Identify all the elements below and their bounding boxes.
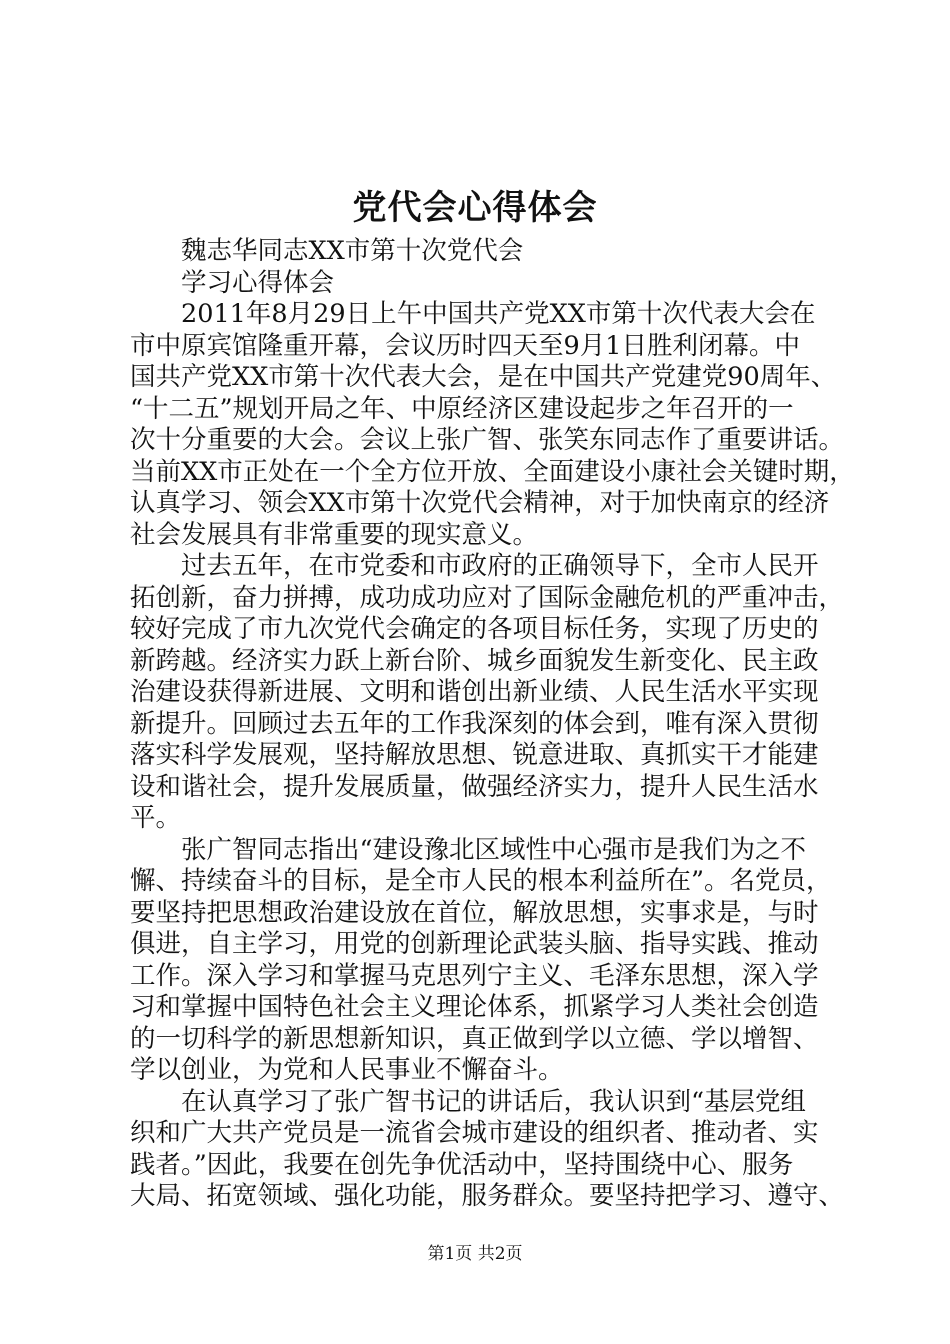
text-line: 在认真学习了张广智书记的讲话后，我认识到“基层党组	[181, 1086, 807, 1117]
text-line: 要坚持把思想政治建设放在首位，解放思想，实事求是，与时	[130, 897, 819, 928]
text-line: 张广智同志指出“建设豫北区域性中心强市是我们为之不	[181, 834, 807, 865]
text-line: 国共产党XX市第十次代表大会，是在中国共产党建党90周年、	[130, 362, 837, 392]
text-line: 学习心得体会	[181, 267, 335, 298]
text-line: 拓创新，奋力拼搏，成功成功应对了国际金融危机的严重冲击，	[130, 582, 845, 613]
text-line: 认真学习、领会XX市第十次党代会精神，对于加快南京的经济	[130, 488, 830, 518]
text-line: 懈、持续奋斗的目标，是全市人民的根本利益所在”。名党员，	[130, 866, 832, 896]
text-line: 平。	[130, 803, 182, 833]
document-title: 党代会心得体会	[352, 188, 598, 228]
text-line: “十二五”规划开局之年、中原经济区建设起步之年召开的一	[130, 393, 794, 424]
text-line: 新提升。回顾过去五年的工作我深刻的体会到，唯有深入贯彻	[130, 708, 819, 739]
text-line: 大局、拓宽领域、强化功能，服务群众。要坚持把学习、遵守、	[130, 1181, 845, 1211]
document-body	[130, 236, 855, 1213]
text-line: 落实科学发展观，坚持解放思想、锐意进取、真抓实干才能建	[130, 740, 819, 770]
text-line: 当前XX市正处在一个全方位开放、全面建设小康社会关键时期，	[130, 456, 855, 487]
text-line: 过去五年，在市党委和市政府的正确领导下，全市人民开	[181, 551, 819, 581]
text-line: 习和掌握中国特色社会主义理论体系，抓紧学习人类社会创造	[130, 992, 819, 1022]
text-line: 魏志华同志XX市第十次党代会	[181, 236, 524, 266]
text-line: 市中原宾馆隆重开幕，会议历时四天至9月1日胜利闭幕。中	[130, 330, 800, 361]
page-footer: 第1页 共2页	[427, 1244, 523, 1264]
text-line: 的一切科学的新思想新知识，真正做到学以立德、学以增智、	[130, 1023, 819, 1054]
text-line: 2011年8月29日上午中国共产党XX市第十次代表大会在	[181, 299, 816, 329]
text-line: 学以创业，为党和人民事业不懈奋斗。	[130, 1055, 564, 1085]
text-line: 次十分重要的大会。会议上张广智、张笑东同志作了重要讲话。	[130, 425, 845, 455]
text-line: 工作。深入学习和掌握马克思列宁主义、毛泽东思想，深入学	[130, 960, 819, 991]
text-line: 社会发展具有非常重要的现实意义。	[130, 519, 539, 550]
text-line: 践者。”因此，我要在创先争优活动中，坚持围绕中心、服务	[130, 1149, 794, 1180]
text-line: 较好完成了市九次党代会确定的各项目标任务，实现了历史的	[130, 614, 819, 644]
text-line: 织和广大共产党员是一流省会城市建设的组织者、推动者、实	[130, 1118, 819, 1148]
text-line: 俱进，自主学习，用党的创新理论武装头脑、指导实践、推动	[130, 929, 819, 959]
text-line: 设和谐社会，提升发展质量，做强经济实力，提升人民生活水	[130, 771, 819, 802]
text-line: 治建设获得新进展、文明和谐创出新业绩、人民生活水平实现	[130, 677, 819, 707]
text-line: 新跨越。经济实力跃上新台阶、城乡面貌发生新变化、民主政	[130, 645, 819, 676]
